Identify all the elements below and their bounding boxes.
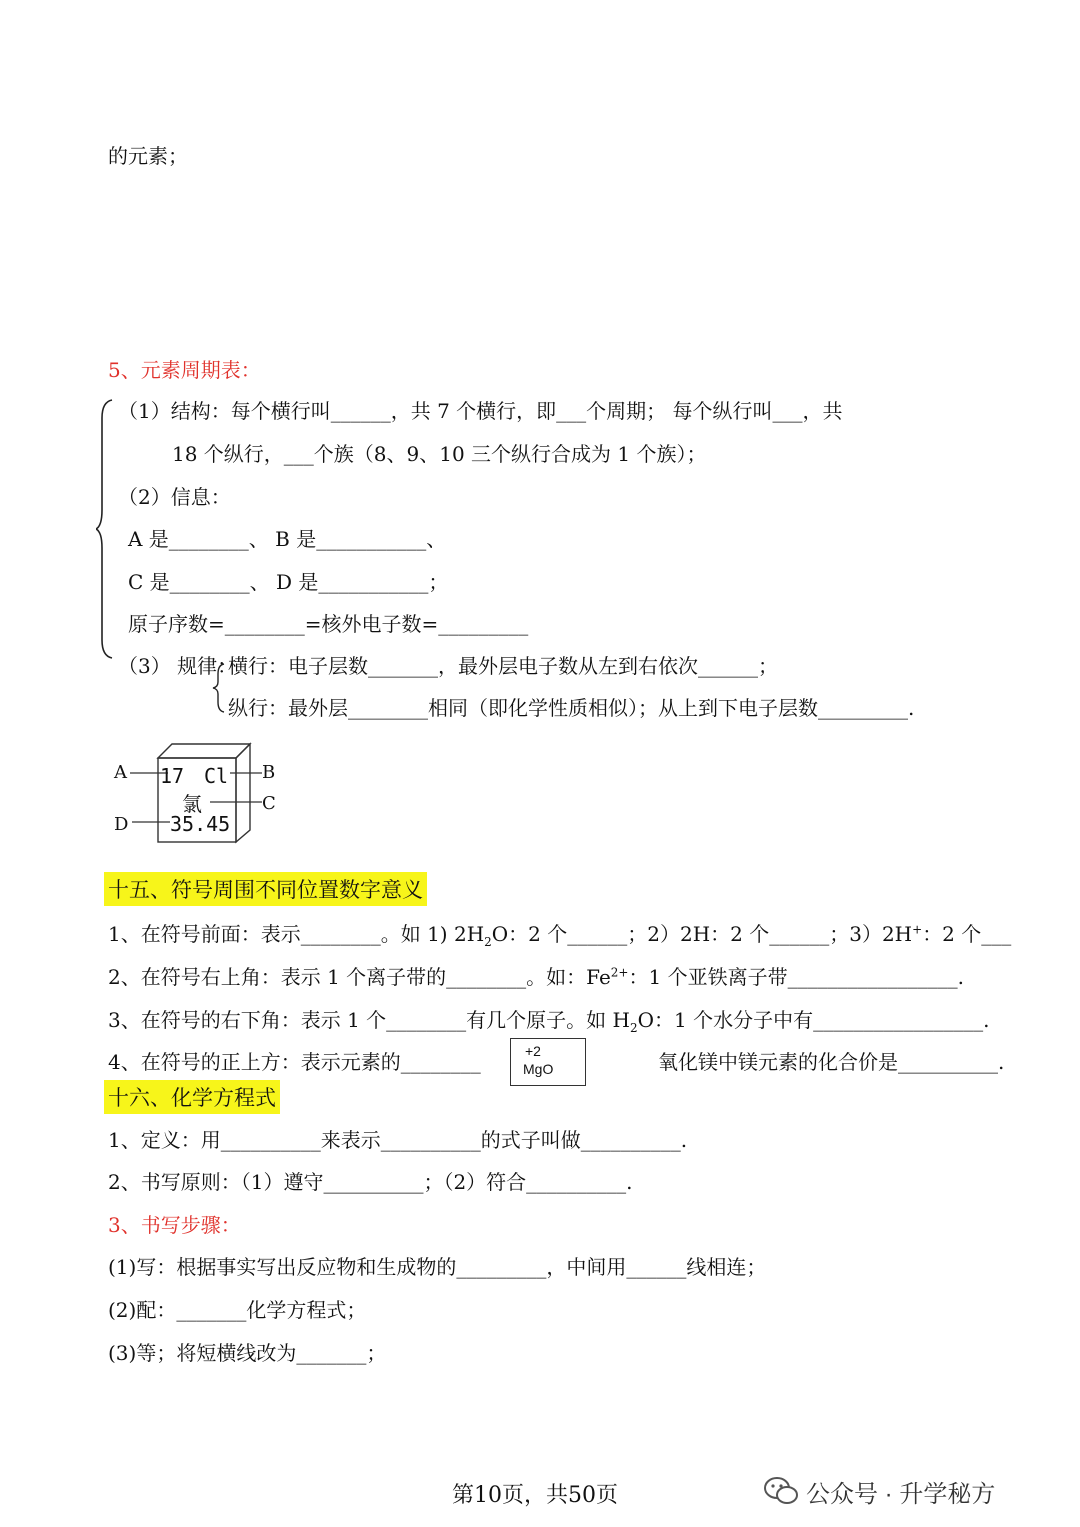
element-name: 氯 [182,792,202,816]
element-symbol: Cl [204,764,229,788]
watermark: 公众号 · 升学秘方 [806,1481,996,1508]
sec5-line7a: 横行：电子层数_______，最外层电子数从左到右依次______； [228,654,778,678]
sec16-item3-heading: 3、书写步骤： [108,1213,241,1237]
sec16-step2: (2)配：_______化学方程式； [108,1298,367,1322]
section15-heading: 十五、符号周围不同位置数字意义 [104,872,427,906]
sec15-item4a: 4、在符号的正上方：表示元素的________ [108,1050,481,1074]
sec5-line2: 18 个纵行，___个族（8、9、10 三个纵行合成为 1 个族）； [172,442,707,466]
label-a: A [114,762,127,783]
sec15-item3: 3、在符号的右下角：表示 1 个________有几个原子。如 $H_2O$：1 个水分子中有_________________. [108,1008,990,1035]
label-d: D [114,814,129,835]
sec5-line4: A 是________、 B 是___________、 [128,527,447,551]
sec5-line3: （2）信息： [118,485,231,509]
section16-heading: 十六、化学方程式 [104,1080,280,1114]
sec5-line1: （1）结构：每个横行叫______，共 7 个横行，即___个周期； 每个纵行叫___，共 [118,399,843,423]
mgo-valence: +2 [525,1043,541,1059]
sec16-item1: 1、定义：用__________来表示__________的式子叫做__________. [108,1128,688,1152]
left-brace [96,398,116,660]
sec16-step1: (1)写：根据事实写出反应物和生成物的_________，中间用______线相连； [108,1255,767,1279]
mgo-formula: MgO [523,1061,554,1077]
label-c: C [262,793,276,814]
sec5-line6: 原子序数=________=核外电子数=_________ [128,612,529,636]
sec5-line7b: 纵行：最外层________相同（即化学性质相似）；从上到下电子层数_________. [228,696,915,720]
fragment-text: 的元素； [108,144,188,168]
atomic-number: 17 [160,764,185,788]
wechat-icon [762,1474,800,1508]
mgo-valence-box [510,1038,586,1086]
page-number: 第10页，共50页 [452,1483,618,1508]
sec15-item2: 2、在符号右上角：表示 1 个离子带的________。如：$Fe^{2+}$：1 个亚铁离子带_________________. [108,965,964,989]
sec16-item2: 2、书写原则：（1）遵守__________；（2）符合__________. [108,1170,633,1194]
sec15-item4b: 氧化镁中镁元素的化合价是__________. [658,1050,1005,1074]
sec16-step3: (3)等；将短横线改为_______； [108,1341,387,1365]
atomic-mass: 35.45 [170,812,231,836]
sec5-line5: C 是________、 D 是___________； [128,570,449,594]
small-brace [212,662,226,714]
section5-heading: 5、元素周期表： [108,358,261,382]
label-b: B [262,762,276,783]
sec15-item1: 1、在符号前面：表示________。如 1) $2H_2O$：2 个______；2）2H：2 个______；3）2H+：2 个___ [108,922,1012,949]
sec5-line7-prefix: （3） 规律： [118,654,238,678]
